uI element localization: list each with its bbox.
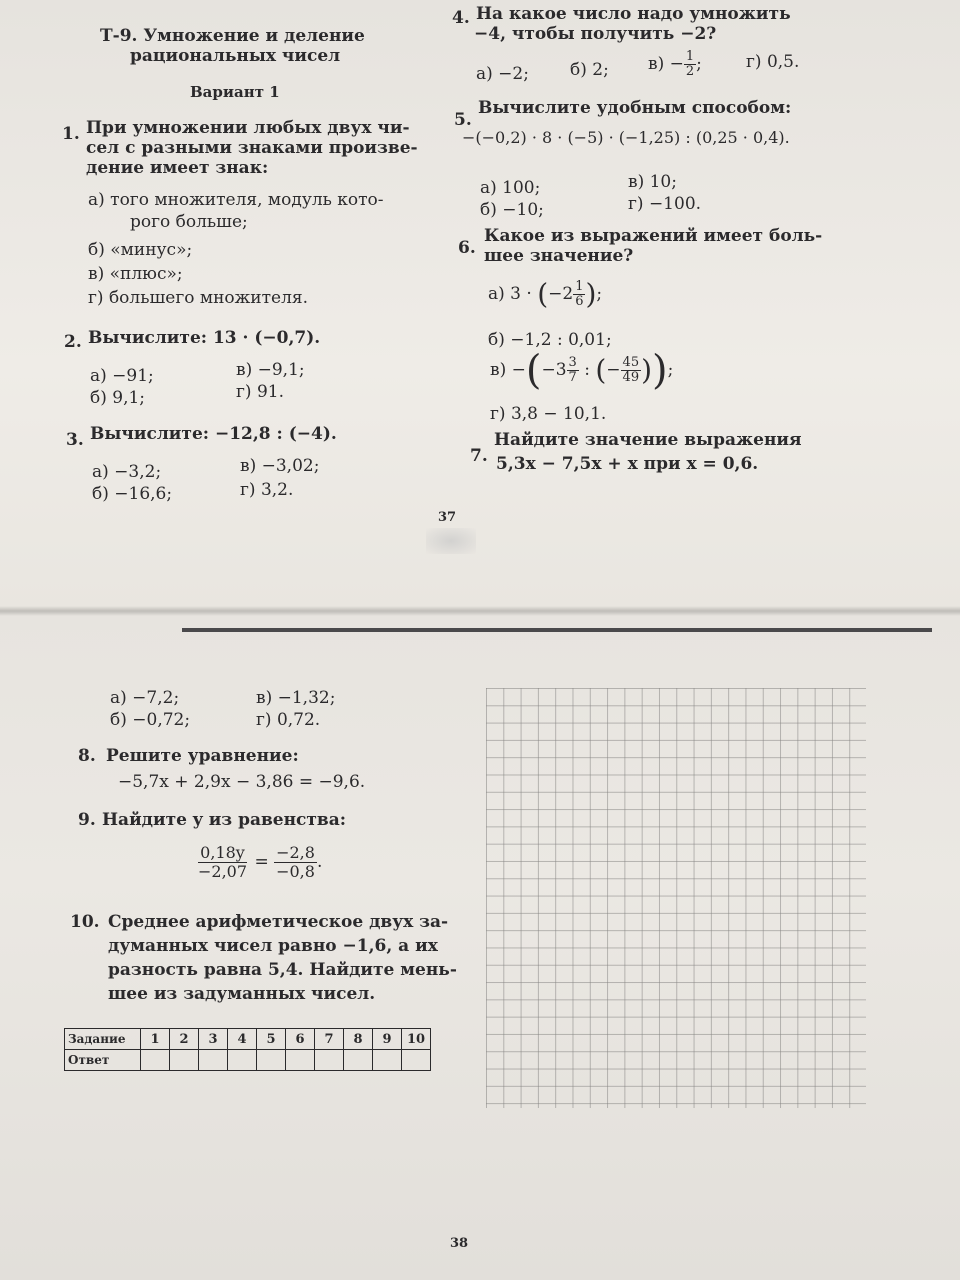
q2-number: 2.: [64, 332, 82, 352]
page-number: 38: [450, 1236, 469, 1251]
q6-option-d: г) 3,8 − 10,1.: [490, 404, 607, 424]
q6-line: шее значение?: [484, 246, 634, 266]
q8-text: Решите уравнение:: [106, 746, 299, 766]
q7-option-a: а) −7,2;: [110, 688, 180, 708]
q5-text: Вычислите удобным способом:: [478, 98, 792, 118]
q5-number: 5.: [454, 110, 472, 130]
q6-option-c: [490, 347, 674, 394]
q9-equation: [196, 844, 322, 881]
q5-expression: −(−0,2) · 8 · (−5) · (−1,25) : (0,25 · 0,4).: [462, 128, 790, 147]
q9-number: 9.: [78, 810, 96, 830]
page-number: 37: [438, 510, 457, 525]
paren: (: [537, 277, 549, 311]
task-number: 9: [373, 1029, 402, 1050]
variant-label: Вариант 1: [190, 83, 280, 101]
fraction-denominator: 7: [568, 370, 577, 385]
q6-option-c-inner: −3: [541, 360, 567, 380]
answer-cell[interactable]: [286, 1050, 315, 1071]
q6-line: Какое из выражений имеет боль-: [484, 226, 823, 246]
q1-option-a: а) того множителя, модуль кото-: [88, 190, 384, 210]
q5-option-d: г) −100.: [628, 194, 702, 214]
table-row: [65, 1029, 431, 1050]
paren: ): [641, 353, 653, 387]
q2-text: Вычислите: 13 · (−0,7).: [88, 328, 321, 348]
q1-line: При умножении любых двух чи-: [86, 118, 410, 138]
fraction-denominator: 6: [575, 294, 584, 309]
q1-line: дение имеет знак:: [86, 158, 269, 178]
q6-number: 6.: [458, 238, 476, 258]
test-subtitle: рациональных чисел: [130, 46, 341, 66]
answer-cell[interactable]: [257, 1050, 286, 1071]
answer-table: [64, 1028, 431, 1071]
q7-option-c: в) −1,32;: [256, 688, 336, 708]
paren: (: [595, 353, 607, 387]
task-number: 6: [286, 1029, 315, 1050]
fraction-numerator: 45: [622, 355, 640, 370]
q4-option-d: г) 0,5.: [746, 52, 800, 72]
fraction: [621, 356, 642, 385]
q6-option-b: б) −1,2 : 0,01;: [488, 330, 612, 350]
q2-option-b: б) 9,1;: [90, 388, 146, 408]
task-number: 3: [199, 1029, 228, 1050]
q10-line: разность равна 5,4. Найдите мень-: [108, 960, 457, 980]
q7-line: Найдите значение выражения: [494, 430, 802, 450]
q4-option-c: [648, 50, 702, 79]
task-number: 7: [315, 1029, 344, 1050]
fraction: [274, 844, 317, 881]
fraction: [684, 50, 696, 79]
q3-option-a: а) −3,2;: [92, 462, 162, 482]
q1-option-a-cont: рого больше;: [130, 212, 248, 232]
q7-line: 5,3x − 7,5x + x при x = 0,6.: [496, 454, 759, 474]
paren: ): [652, 347, 668, 394]
q2-option-c: в) −9,1;: [236, 360, 305, 380]
answer-cell[interactable]: [373, 1050, 402, 1071]
q7-option-b: б) −0,72;: [110, 710, 191, 730]
stamp-mark: [426, 528, 476, 554]
answer-cell[interactable]: [199, 1050, 228, 1071]
answer-cell[interactable]: [344, 1050, 373, 1071]
answer-cell[interactable]: [141, 1050, 170, 1071]
task-number: 5: [257, 1029, 286, 1050]
fraction-numerator: 1: [685, 49, 695, 64]
answer-cell[interactable]: [315, 1050, 344, 1071]
q1-option-c: в) «плюс»;: [88, 264, 183, 284]
q3-text: Вычислите: −12,8 : (−4).: [90, 424, 337, 444]
q8-expression: −5,7x + 2,9x − 3,86 = −9,6.: [118, 772, 366, 792]
answer-cell[interactable]: [170, 1050, 199, 1071]
equals-sign: =: [254, 852, 269, 872]
task-number: 1: [141, 1029, 170, 1050]
q6-option-a: [488, 277, 603, 311]
q10-line: шее из задуманных чисел.: [108, 984, 376, 1004]
q6-option-a-suffix: ;: [596, 284, 603, 304]
q7-number: 7.: [470, 446, 488, 466]
period: .: [316, 852, 323, 872]
fraction: [567, 356, 579, 385]
q6-option-c-prefix: в) −: [490, 360, 526, 380]
fraction-numerator: −2,8: [276, 843, 315, 862]
q1-number: 1.: [62, 124, 80, 144]
q2-option-a: а) −91;: [90, 366, 154, 386]
q10-number: 10.: [70, 912, 100, 932]
q3-number: 3.: [66, 430, 84, 450]
q10-line: Среднее арифметическое двух за-: [108, 912, 449, 932]
fraction-numerator: 1: [575, 279, 584, 294]
fraction-denominator: −2,07: [198, 862, 248, 881]
q4-option-b: б) 2;: [570, 60, 609, 80]
graph-paper-grid: [486, 688, 866, 1108]
fraction-denominator: 49: [622, 370, 640, 385]
table-row: [65, 1050, 431, 1071]
q3-option-d: г) 3,2.: [240, 480, 294, 500]
q4-line: На какое число надо умножить: [476, 4, 791, 24]
q4-option-a: а) −2;: [476, 64, 529, 84]
q4-line: −4, чтобы получить −2?: [474, 24, 717, 44]
answer-cell[interactable]: [402, 1050, 431, 1071]
q10-line: думанных чисел равно −1,6, а их: [108, 936, 438, 956]
q5-option-a: а) 100;: [480, 178, 541, 198]
q4-option-c-suffix: ;: [696, 54, 702, 74]
q2-option-d: г) 91.: [236, 382, 284, 402]
q6-option-c-minus: −: [606, 360, 621, 380]
test-title: Т-9. Умножение и деление: [100, 26, 365, 46]
task-number: 8: [344, 1029, 373, 1050]
paren: ): [585, 277, 597, 311]
fraction: [573, 280, 585, 309]
q1-option-b: б) «минус»;: [88, 240, 193, 260]
fraction-numerator: 0,18y: [200, 843, 245, 862]
task-number: 10: [402, 1029, 431, 1050]
q9-text: Найдите y из равенства:: [102, 810, 347, 830]
q1-option-d: г) большего множителя.: [88, 288, 309, 308]
q4-option-c-prefix: в) −: [648, 54, 684, 74]
table-header-task: Задание: [65, 1029, 141, 1050]
table-header-answer: Ответ: [65, 1050, 141, 1071]
task-number: 2: [170, 1029, 199, 1050]
fraction-denominator: −0,8: [276, 862, 315, 881]
fraction-denominator: 2: [685, 64, 695, 79]
q7-option-d: г) 0,72.: [256, 710, 321, 730]
fraction-numerator: 3: [568, 355, 577, 370]
q1-line: сел с разными знаками произве-: [86, 138, 418, 158]
task-number: 4: [228, 1029, 257, 1050]
page-rule: [182, 628, 932, 632]
q5-option-c: в) 10;: [628, 172, 677, 192]
q4-number: 4.: [452, 8, 470, 28]
q6-option-a-prefix: а) 3 ·: [488, 284, 532, 304]
paren: (: [525, 347, 542, 394]
q5-option-b: б) −10;: [480, 200, 544, 220]
q3-option-b: б) −16,6;: [92, 484, 173, 504]
page-fold: [0, 606, 960, 616]
q8-number: 8.: [78, 746, 96, 766]
fraction: [196, 844, 249, 881]
q6-option-c-suffix: ;: [667, 360, 674, 380]
q6-option-a-inner: −2: [548, 284, 574, 304]
q3-option-c: в) −3,02;: [240, 456, 320, 476]
answer-cell[interactable]: [228, 1050, 257, 1071]
q6-option-c-colon: :: [584, 360, 590, 380]
